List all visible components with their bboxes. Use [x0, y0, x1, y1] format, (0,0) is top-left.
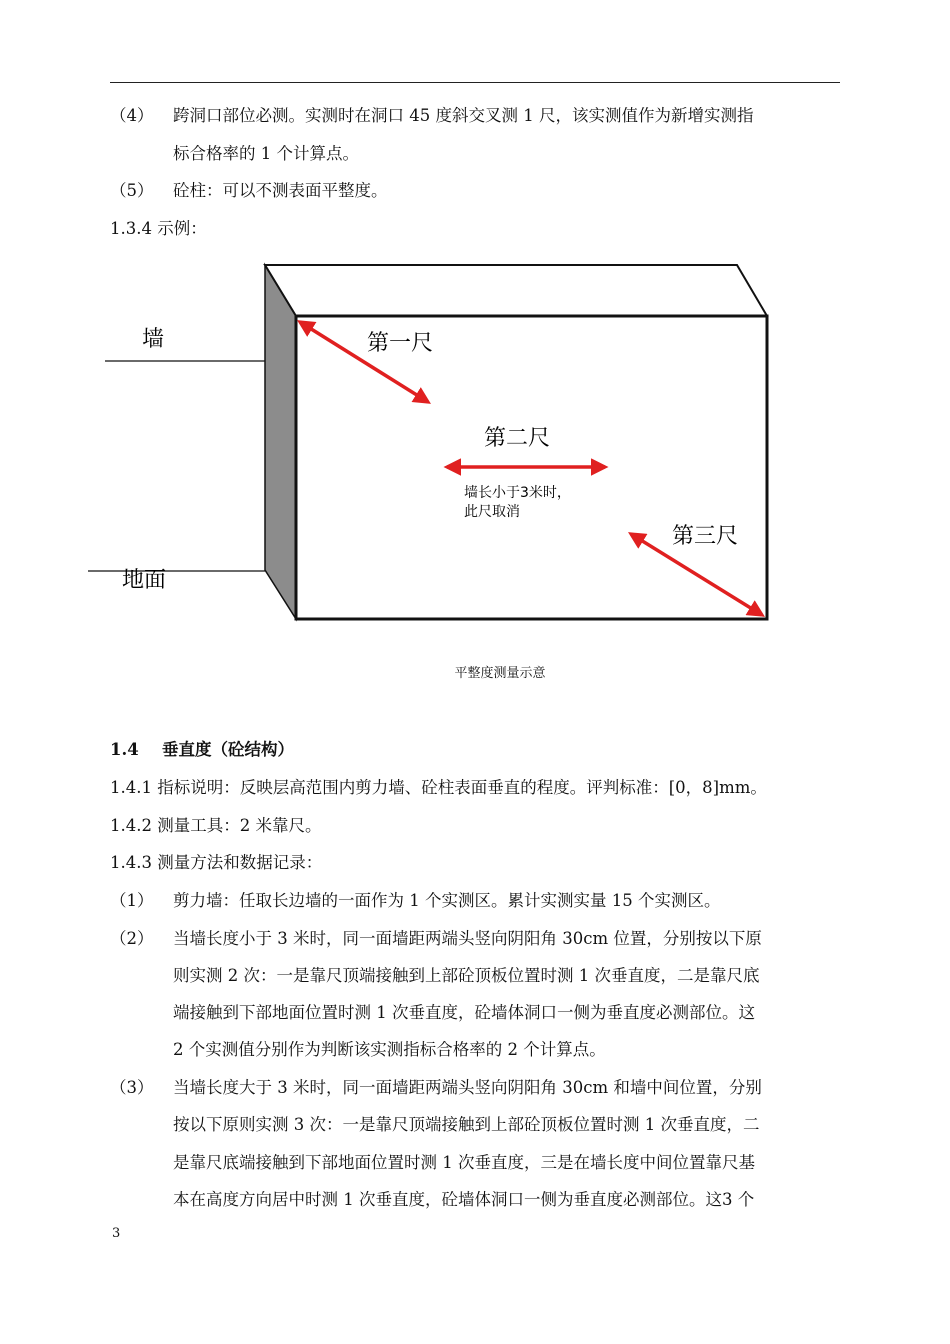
para-1-4-3: 1.4.3 测量方法和数据记录：: [110, 853, 323, 872]
wall-top-face: [265, 265, 767, 316]
ruler-3-label: 第三尺: [672, 524, 739, 549]
page-number: 3: [112, 1226, 121, 1241]
item-number: （1）: [110, 891, 154, 910]
example-label: 1.3.4 示例：: [110, 219, 207, 238]
item-continuation: 则实测 2 次：一是靠尺顶端接触到上部砼顶板位置时测 1 次垂直度，二是靠尺底: [173, 966, 760, 985]
item-number: （2）: [110, 929, 154, 948]
section-title: 垂直度（砼结构）: [162, 740, 294, 759]
diagram-caption: 平整度测量示意: [454, 666, 546, 681]
item-continuation: 是靠尺底端接触到下部地面位置时测 1 次垂直度，三是在墙长度中间位置靠尺基: [173, 1153, 755, 1172]
note-line-1: 墙长小于3米时，: [464, 485, 571, 501]
item-number: （3）: [110, 1078, 154, 1097]
item-continuation: 2 个实测值分别作为判断该实测指标合格率的 2 个计算点。: [173, 1040, 606, 1059]
item-text: 当墙长度大于 3 米时，同一面墙距两端头竖向阴阳角 30cm 和墙中间位置，分别: [173, 1078, 762, 1097]
para-1-4-1: 1.4.1 指标说明：反映层高范围内剪力墙、砼柱表面垂直的程度。评判标准：[0，8]mm。: [110, 778, 767, 797]
note-line-2: 此尺取消: [464, 504, 520, 520]
item-text: 砼柱：可以不测表面平整度。: [173, 181, 388, 200]
item-text: 跨洞口部位必测。实测时在洞口 45 度斜交叉测 1 尺，该实测值作为新增实测指: [173, 106, 754, 125]
ruler-1-label: 第一尺: [367, 331, 434, 356]
item-4-line-2: 标合格率的 1 个计算点。: [173, 144, 359, 163]
wall-side-face: [265, 265, 296, 619]
wall-label: 墙: [142, 327, 165, 352]
item-continuation: 本在高度方向居中时测 1 次垂直度，砼墙体洞口一侧为垂直度必测部位。这3 个: [173, 1190, 755, 1209]
ruler-2-label: 第二尺: [484, 426, 551, 451]
item-text: 当墙长度小于 3 米时，同一面墙距两端头竖向阴阳角 30cm 位置，分别按以下原: [173, 929, 762, 948]
section-number: 1.4: [110, 740, 139, 759]
para-1-4-2: 1.4.2 测量工具：2 米靠尺。: [110, 816, 322, 835]
item-continuation: 端接触到下部地面位置时测 1 次垂直度，砼墙体洞口一侧为垂直度必测部位。这: [173, 1003, 755, 1022]
item-number: （5）: [110, 181, 154, 200]
ground-label: 地面: [122, 568, 167, 593]
item-number: （4）: [110, 106, 154, 125]
item-continuation: 按以下原则实测 3 次：一是靠尺顶端接触到上部砼顶板位置时测 1 次垂直度，二: [173, 1115, 760, 1134]
item-text: 剪力墙：任取长边墙的一面作为 1 个实测区。累计实测实量 15 个实测区。: [173, 891, 721, 910]
